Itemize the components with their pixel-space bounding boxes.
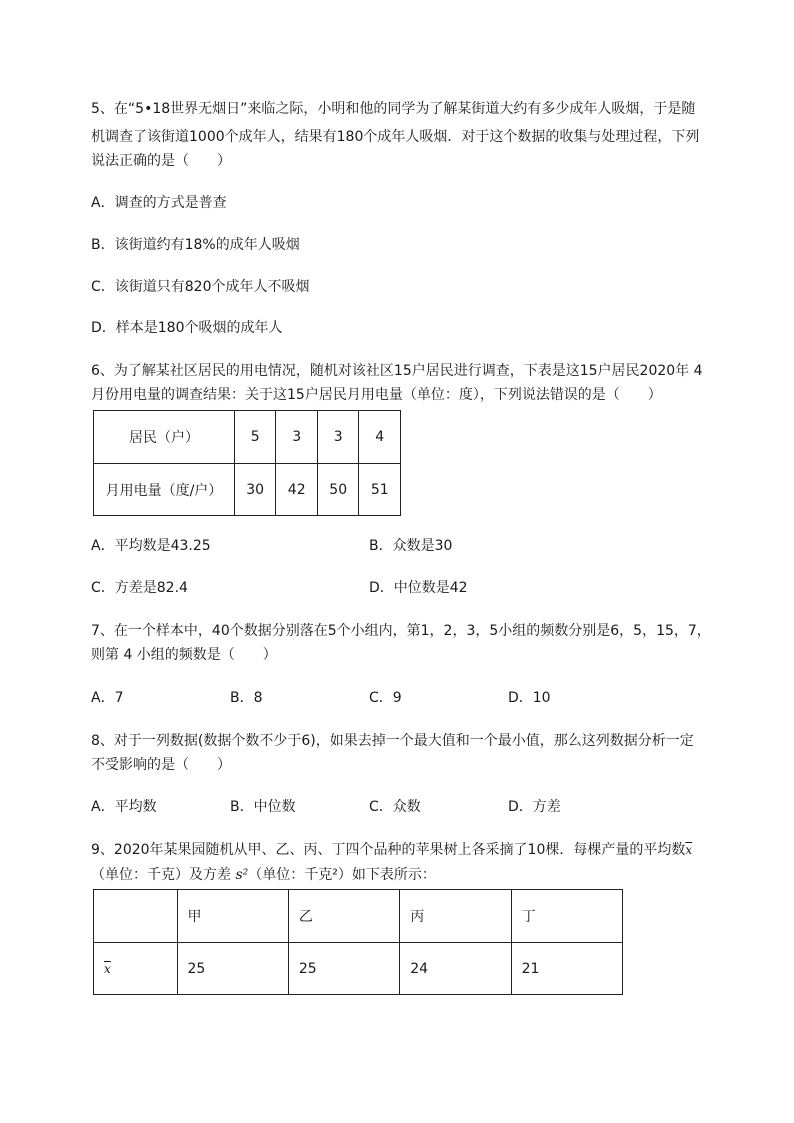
q6-table-cell: 51	[359, 464, 401, 516]
q9-table-header-jia: 甲	[177, 890, 288, 943]
s-squared-symbol: s²	[235, 867, 249, 883]
q9-table-row-label	[94, 943, 178, 995]
q9-line-2a: （单位：千克）及方差	[91, 867, 236, 883]
q5-line-3: 说法正确的是（ ）	[91, 153, 231, 169]
q6-table-cell: 3	[276, 411, 318, 464]
q9-line-1	[91, 840, 692, 860]
q7-option-a: A．7	[91, 690, 124, 706]
q9-table	[93, 889, 623, 995]
q8-option-a: A．平均数	[91, 799, 157, 815]
q5-option-c: C．该街道只有820个成年人不吸烟	[91, 279, 310, 295]
q9-table-cell: 21	[511, 943, 622, 995]
q5-line-1: 5、在“5•18世界无烟日”来临之际，小明和他的同学为了解某街道大约有多少成年人吸烟，于是随	[91, 101, 696, 117]
q6-table-cell: 30	[234, 464, 276, 516]
q6-table-cell: 50	[317, 464, 359, 516]
x-bar-symbol: $\overline{x}$	[104, 961, 111, 976]
q6-table-row1-header: 居民（户）	[94, 411, 235, 464]
q8-option-d: D．方差	[508, 799, 561, 815]
q8-line-2: 不受影响的是（ ）	[91, 757, 231, 773]
q6-table-cell: 3	[317, 411, 359, 464]
q6-option-d: D．中位数是42	[369, 580, 468, 596]
q8-option-b: B．中位数	[230, 799, 296, 815]
q6-option-b: B．众数是30	[369, 538, 453, 554]
q7-option-c: C．9	[369, 690, 402, 706]
q7-option-d: D．10	[508, 690, 551, 706]
q9-table-header-yi: 乙	[288, 890, 399, 943]
q7-option-b: B．8	[230, 690, 263, 706]
q6-line-2: 月份用电量的调查结果：关于这15户居民月用电量（单位：度），下列说法错误的是（ ）	[91, 387, 662, 403]
q8-option-c: C．众数	[369, 799, 421, 815]
q9-table-cell: 25	[288, 943, 399, 995]
q9-line-1-text: 9、2020年某果园随机从甲、乙、丙、丁四个品种的苹果树上各采摘了10棵．每棵产量的平均数	[91, 842, 686, 858]
q6-table-cell: 5	[234, 411, 276, 464]
q6-table	[93, 410, 401, 516]
q7-line-1: 7、在一个样本中，40个数据分别落在5个小组内，第1，2，3，5小组的频数分别是6，5，15，7，	[91, 623, 711, 639]
q6-option-c: C．方差是82.4	[91, 580, 188, 596]
q6-table-cell: 42	[276, 464, 318, 516]
q9-table-corner	[94, 890, 178, 943]
q9-line-2	[91, 865, 436, 885]
q9-table-cell: 24	[400, 943, 511, 995]
x-bar-symbol: $\overline{x}$	[685, 843, 693, 857]
q8-line-1: 8、对于一列数据(数据个数不少于6)，如果去掉一个最大值和一个最小值，那么这列数据分析一定	[91, 733, 694, 749]
q5-option-a: A．调查的方式是普查	[91, 195, 227, 211]
q9-line-2b: （单位：千克²）如下表所示：	[248, 867, 436, 883]
q5-line-2: 机调查了该街道1000个成年人，结果有180个成年人吸烟．对于这个数据的收集与处理过程，下列	[91, 129, 700, 145]
q6-table-row2-header: 月用电量（度/户）	[94, 464, 235, 516]
q7-line-2: 则第 4 小组的频数是（ ）	[91, 647, 277, 663]
q9-table-header-bing: 丙	[400, 890, 511, 943]
q5-option-d: D．样本是180个吸烟的成年人	[91, 320, 283, 336]
q6-line-1: 6、为了解某社区居民的用电情况，随机对该社区15户居民进行调查，下表是这15户居民2020年 4	[91, 363, 703, 379]
q9-table-cell: 25	[177, 943, 288, 995]
q5-option-b: B．该街道约有18%的成年人吸烟	[91, 237, 300, 253]
q9-table-header-ding: 丁	[511, 890, 622, 943]
q6-option-a: A．平均数是43.25	[91, 538, 211, 554]
q6-table-cell: 4	[359, 411, 401, 464]
